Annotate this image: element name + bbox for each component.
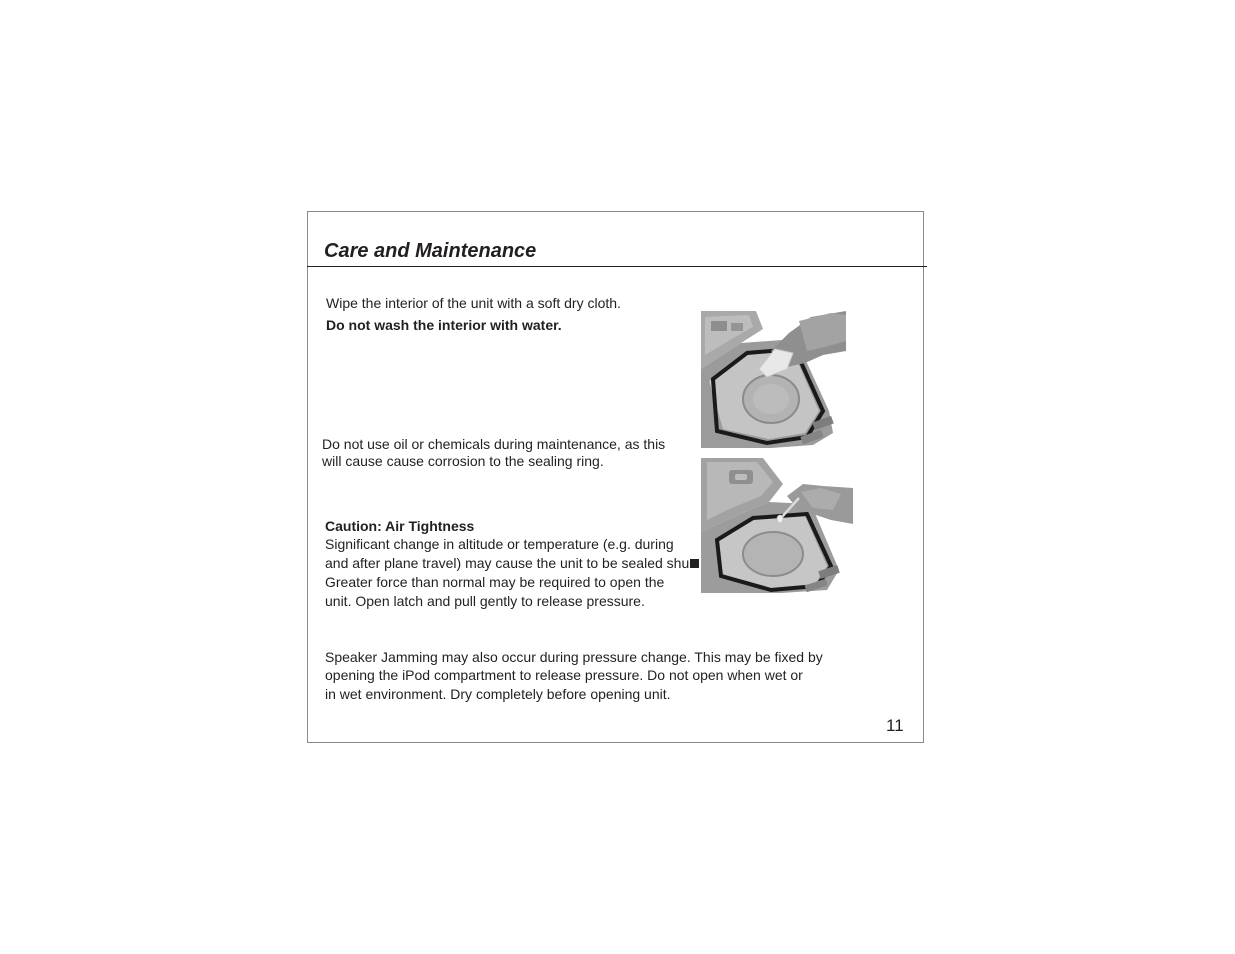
caution-line-4: unit. Open latch and pull gently to release pressure.: [325, 593, 645, 609]
title-rule: [307, 266, 927, 267]
caution-heading: Caution: Air Tightness: [325, 518, 475, 534]
caution-line-2-text: and after plane travel) may cause the unit to be sealed shu: [325, 555, 690, 571]
speaker-line-3: in wet environment. Dry completely before opening unit.: [325, 686, 671, 702]
wiping-interior-illustration: [701, 311, 846, 448]
square-glyph: [690, 559, 699, 568]
no-water-warning: Do not wash the interior with water.: [326, 317, 562, 333]
speaker-line-2: opening the iPod compartment to release pressure. Do not open when wet or: [325, 667, 803, 683]
chemical-warning-line-2: will cause cause corrosion to the sealing ring.: [322, 453, 604, 469]
caution-line-3: Greater force than normal may be required to open the: [325, 574, 665, 590]
photo-cleaning-seal: [701, 458, 853, 593]
chemical-warning-line-1: Do not use oil or chemicals during maintenance, as this: [322, 436, 666, 452]
page-title: Care and Maintenance: [324, 240, 537, 262]
caution-line-1: Significant change in altitude or temperature (e.g. during: [325, 536, 674, 552]
caution-line-2: [325, 554, 699, 572]
wipe-instruction: Wipe the interior of the unit with a soft dry cloth.: [326, 295, 621, 311]
page-number: 11: [886, 716, 904, 735]
speaker-line-1: Speaker Jamming may also occur during pressure change. This may be fixed by: [325, 649, 823, 665]
cleaning-seal-illustration: [701, 458, 853, 593]
photo-wiping-interior: [701, 311, 846, 448]
